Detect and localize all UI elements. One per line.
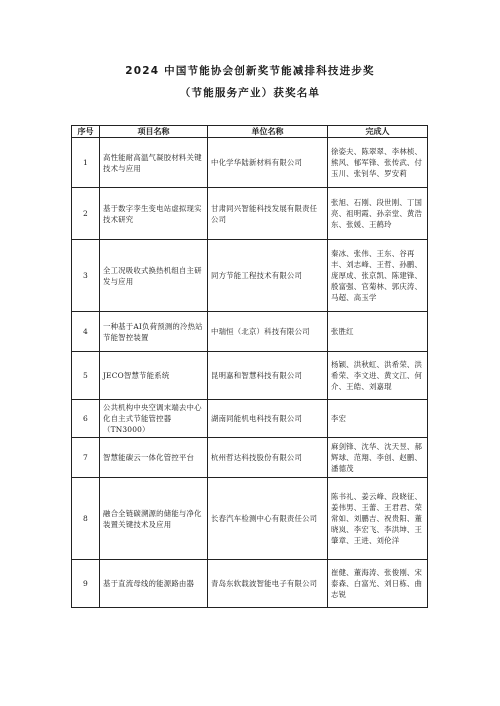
row-project: 融合全链碳溯源的储能与净化装置关键技术及应用 — [100, 478, 208, 560]
row-project: 公共机构中央空调末端去中心化自主式节能管控器（TN3000） — [100, 400, 208, 438]
row-unit: 中瑞恒（北京）科技有限公司 — [208, 312, 328, 352]
row-project: 基于直流母线的能源路由器 — [100, 560, 208, 608]
row-people: 李宏 — [328, 400, 428, 438]
table-row — [72, 188, 428, 240]
row-people: 秦冰、张伟、王东、谷再丰、刘志峰、王哲、孙鹏、庞厚成、张京凯、陈建锋、殷富强、官菊林、郭庆涛、马超、高玉学 — [328, 240, 428, 312]
header-project: 项目名称 — [100, 126, 208, 138]
row-unit: 杭州哲达科技股份有限公司 — [208, 438, 328, 478]
header-unit: 单位名称 — [208, 126, 328, 138]
row-people: 徐姿夫、陈翠翠、李林桢、熊风、郁军锋、张传武、付玉川、张钊华、罗安莉 — [328, 138, 428, 188]
row-people: 麻剑锋、沈华、沈天昱、郝辉球、范翔、李创、赵鹏、潘德茂 — [328, 438, 428, 478]
row-people: 崔健、董海涛、张俊刚、宋泰森、白富光、刘日栋、曲志锐 — [328, 560, 428, 608]
row-seq: 6 — [72, 400, 100, 438]
table-row — [72, 312, 428, 352]
row-seq: 7 — [72, 438, 100, 478]
table-row — [72, 478, 428, 560]
table-row — [72, 240, 428, 312]
row-unit: 昆明嘉和智慧科技有限公司 — [208, 352, 328, 400]
header-people: 完成人 — [328, 126, 428, 138]
table-row — [72, 138, 428, 188]
row-seq: 3 — [72, 240, 100, 312]
row-seq: 8 — [72, 478, 100, 560]
row-people: 张胜红 — [328, 312, 428, 352]
award-table — [71, 125, 428, 608]
row-seq: 1 — [72, 138, 100, 188]
table-header-row — [72, 126, 428, 138]
document-title: 2024 中国节能协会创新奖节能减排科技进步奖 — [125, 65, 375, 77]
table-row — [72, 438, 428, 478]
row-project: 一种基于AI负荷预测的冷热站节能智控装置 — [100, 312, 208, 352]
row-people: 杨颖、洪秋虹、洪希荣、洪希荣、李文进、黄文江、何介、王皓、刘嘉琨 — [328, 352, 428, 400]
row-unit: 中化学华陆新材料有限公司 — [208, 138, 328, 188]
row-project: 全工况吸收式换热机组自主研发与应用 — [100, 240, 208, 312]
row-project: 智慧能碳云一体化管控平台 — [100, 438, 208, 478]
table-row — [72, 352, 428, 400]
row-unit: 长春汽车检测中心有限责任公司 — [208, 478, 328, 560]
row-people: 张旭、石刚、段世刚、丁国亮、祖明霞、孙亲堂、黄浩东、张媛、王鹤玲 — [328, 188, 428, 240]
document-subtitle: （节能服务产业）获奖名单 — [179, 87, 321, 99]
row-project: 基于数字孪生变电站虚拟现实技术研究 — [100, 188, 208, 240]
row-unit: 甘肃同兴智能科技发展有限责任公司 — [208, 188, 328, 240]
row-people: 陈书礼、姜云峰、段晓征、姜伟男、王蕾、王君君、荣常如、刘鹏吉、祝贵阳、董晓岚、李宏飞、李洪坤、王肇章、王进、刘伦洋 — [328, 478, 428, 560]
row-seq: 4 — [72, 312, 100, 352]
table-row — [72, 400, 428, 438]
row-seq: 2 — [72, 188, 100, 240]
row-unit: 同方节能工程技术有限公司 — [208, 240, 328, 312]
row-seq: 9 — [72, 560, 100, 608]
row-project: 高性能耐高温气凝胶材料关键技术与应用 — [100, 138, 208, 188]
table-row — [72, 560, 428, 608]
row-unit: 湖南同能机电科技有限公司 — [208, 400, 328, 438]
row-seq: 5 — [72, 352, 100, 400]
header-seq: 序号 — [72, 126, 100, 138]
row-project: JECO智慧节能系统 — [100, 352, 208, 400]
row-unit: 青岛东软载波智能电子有限公司 — [208, 560, 328, 608]
